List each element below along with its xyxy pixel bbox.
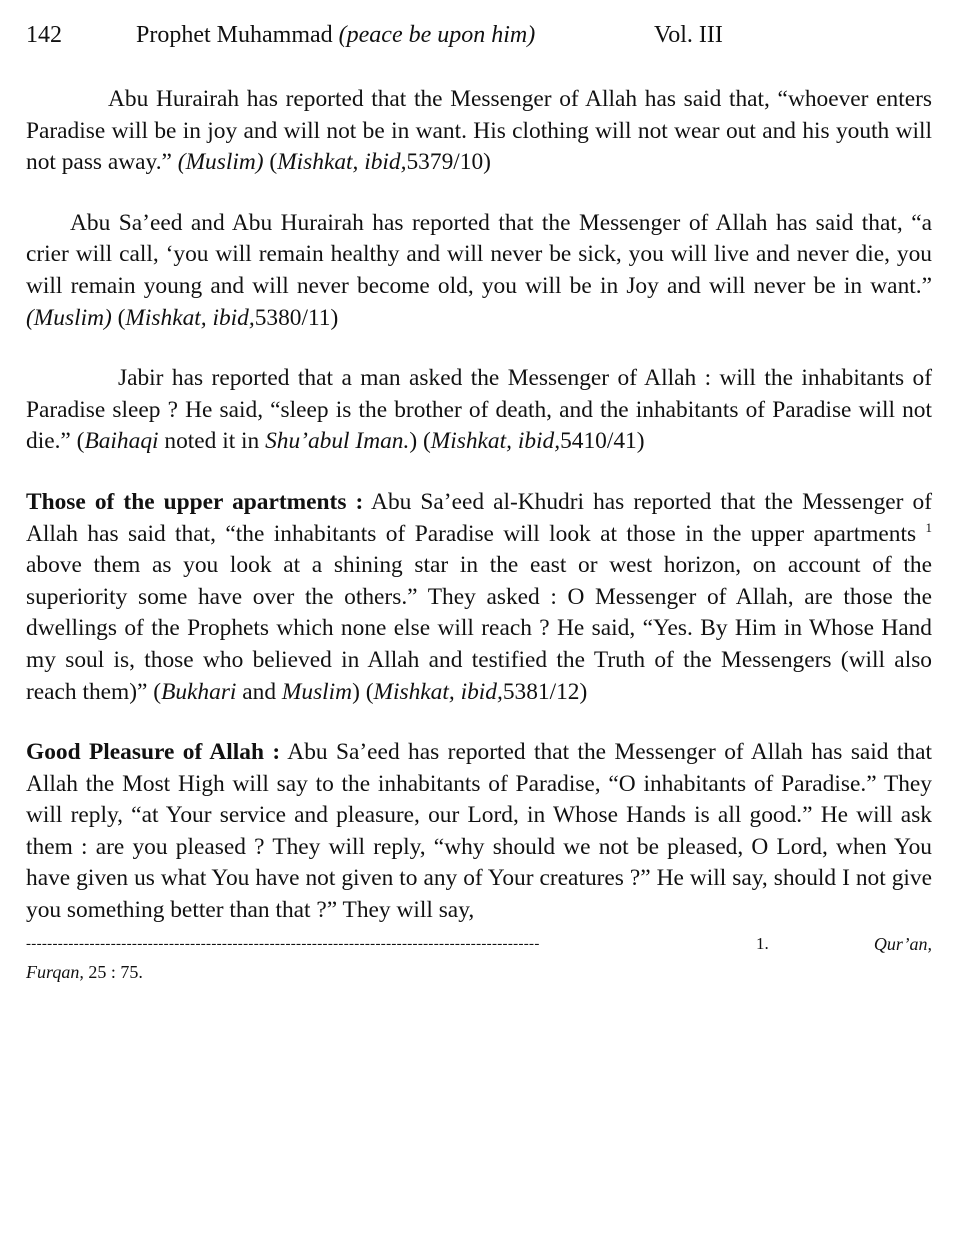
text-run: Abu Hurairah has reported that the Messenger of Allah has said that, “whoever enters Paradise will be in joy and will not be in want. His clothing will not wear out and his youth will not pass away.”: [26, 86, 932, 176]
paragraph-crier: [26, 208, 932, 334]
section-heading: Good Pleasure of Allah :: [26, 739, 281, 766]
text-run: Abu Sa’eed and Abu Hurairah has reported that the Messenger of Allah has said that, “a crier will call, ‘you will remain healthy and will never be sick, you will live and never die, you will remain young and will never become old, you will be in Joy and will never be in want.”: [26, 209, 932, 299]
footnote-continuation: [26, 959, 932, 985]
text-run: 5381/12): [502, 678, 588, 705]
citation-italic: Bukhari: [161, 678, 237, 705]
text-run: above them as you look at a shining star in the east or west horizon, on account of the superiority some have over the others.” They asked : O Messenger of Allah, are those the dwellings of the Prophets which none else will reach ? He said, “Yes. By Him in Whose Hand my soul is, those who believed in Allah and testified the Truth of the Messengers (will also reach them)” (: [26, 552, 932, 705]
book-page: [26, 18, 932, 985]
paragraph-abu-hurairah: [26, 84, 932, 179]
citation-italic: Mishkat, ibid,: [277, 149, 407, 176]
paragraph-upper-apartments: [26, 487, 932, 708]
page-header: [26, 18, 932, 54]
footnote-line: [26, 933, 932, 955]
citation-italic: Baihaqi: [84, 428, 159, 455]
text-run: 5410/41): [560, 428, 645, 455]
section-heading: Those of the upper apartments :: [26, 488, 364, 515]
text-run: ) (: [352, 678, 374, 705]
text-run: (: [263, 149, 278, 176]
citation-italic: Mishkat, ibid,: [373, 678, 503, 705]
text-run: Jabir has reported that a man asked the Messenger of Allah : will the inhabitants of Paradise sleep ? He said, “sleep is the brother of death, and the inhabitants of Paradise will not die.” (: [26, 365, 932, 455]
citation-italic: (Muslim): [26, 304, 112, 331]
running-title: [136, 18, 535, 52]
citation-italic: Muslim: [281, 678, 353, 705]
footnote-source: Qur’an,: [873, 933, 932, 954]
text-run: noted it in: [158, 428, 266, 455]
text-run: (: [111, 304, 126, 331]
page-number: 142: [26, 22, 62, 48]
citation-italic: Shu’abul Iman.: [265, 428, 410, 455]
paragraph-good-pleasure: [26, 737, 932, 927]
text-run: ) (: [409, 428, 431, 455]
citation-italic: (Muslim): [177, 149, 264, 176]
text-run: Abu Sa’eed al-Khudri has reported that the Messenger of Allah has said that, “the inhabitants of Paradise will look at those in the upper apartments: [26, 488, 932, 547]
paragraph-jabir: [26, 363, 932, 458]
citation-italic: Mishkat, ibid,: [430, 428, 561, 455]
footnote-number: 1.: [756, 933, 769, 953]
footnote-verse: 25 : 75.: [83, 961, 143, 982]
text-run: Abu Sa’eed has reported that the Messenger of Allah has said that Allah the Most High will say to the inhabitants of Paradise, “O inhabitants of Paradise.” They will reply, “at Your service and pleasure, our Lord, in Whose Hands is all good.” He will ask them : are you pleased ? They will reply, “why should we not be pleased, O Lord, when You have given us what You have not given to any of Your creatures ?” He will say, should I not give you something better than that ?” They will say,: [26, 739, 932, 924]
text-run: 5380/11): [254, 304, 339, 331]
footnote-reference: 1: [925, 519, 932, 535]
running-title-text: Prophet Muhammad: [136, 22, 333, 48]
citation-italic: Mishkat, ibid,: [125, 304, 255, 331]
footnote-surah: Furqan,: [26, 961, 84, 982]
text-run: 5379/10): [406, 149, 491, 176]
volume-label: Vol. III: [654, 22, 723, 48]
running-title-italic: (peace be upon him): [338, 22, 536, 48]
text-run: and: [236, 678, 282, 705]
footnote-separator: -------------------------------------------------------------------------------------------------: [26, 935, 540, 952]
